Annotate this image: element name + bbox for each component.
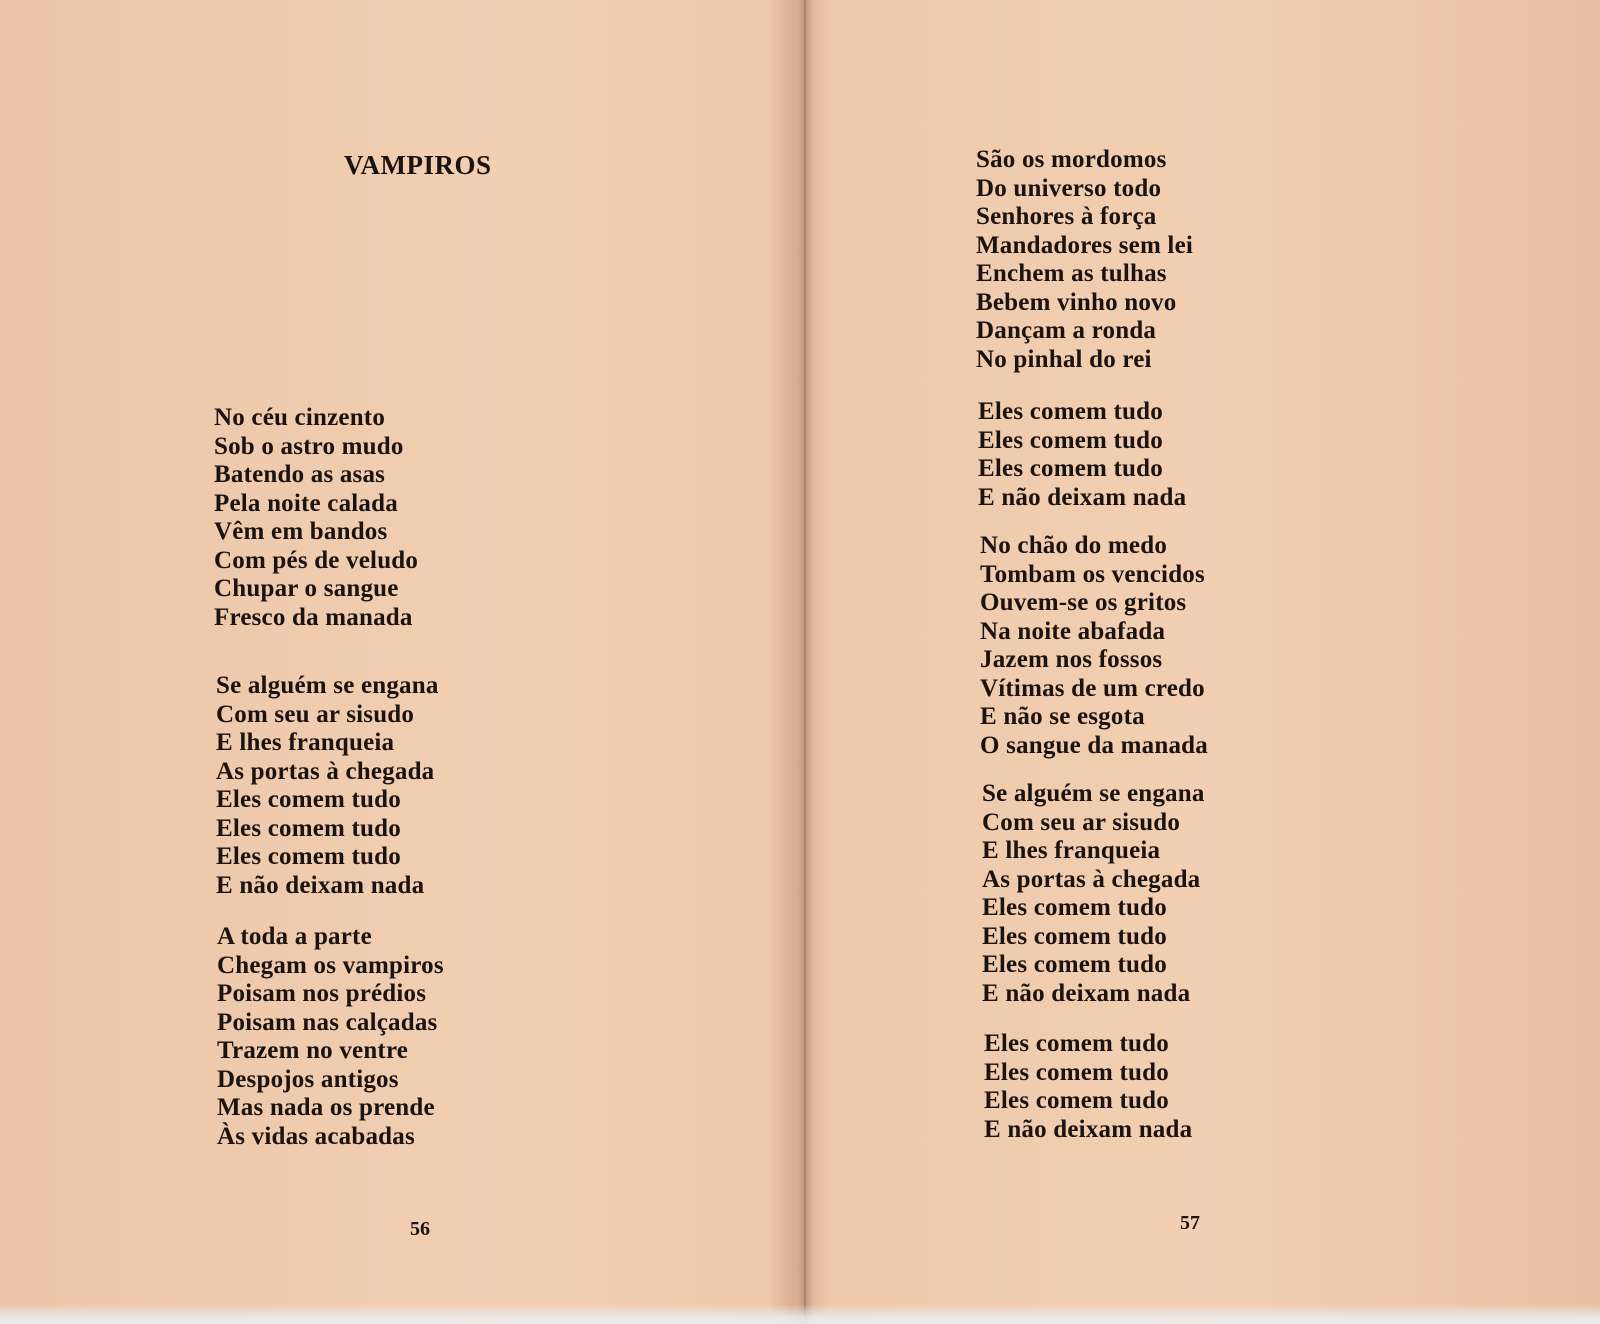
poem-line: Trazem no ventre [217, 1037, 409, 1064]
poem-line: Senhores à força [976, 203, 1157, 230]
poem-line: Do universo todo [976, 174, 1162, 202]
book-gutter [796, 0, 814, 1324]
poem-line: Ouvem-se os gritos [980, 589, 1187, 616]
poem-line: Tombam os vencidos [980, 560, 1205, 588]
poem-line: E não deixam nada [982, 979, 1191, 1007]
poem-line: Bebem vinho novo [976, 288, 1177, 316]
poem-line: Batendo as asas [214, 461, 386, 488]
poem-line: Às vidas acabadas [217, 1122, 415, 1150]
poem-line: Eles comem tudo [984, 1058, 1169, 1086]
poem-line: Se alguém se engana [982, 780, 1205, 807]
poem-line: Pela noite calada [214, 489, 398, 517]
poem-line: Vítimas de um credo [980, 674, 1205, 702]
poem-line: Poisam nos prédios [217, 980, 427, 1007]
left-stanza-2 [216, 672, 439, 900]
poem-line: No céu cinzento [214, 404, 386, 431]
poem-line: Poisam nas calçadas [217, 1008, 438, 1036]
right-stanza-5 [984, 1030, 1192, 1144]
poem-line: Na noite abafada [980, 617, 1166, 645]
poem-line: Eles comem tudo [982, 951, 1167, 978]
poem-line: Vêm em bandos [214, 518, 388, 545]
poem-line: Se alguém se engana [216, 672, 439, 699]
poem-line: Eles comem tudo [982, 922, 1167, 950]
poem-line: Chegam os vampiros [217, 951, 444, 979]
poem-line: Com pés de veludo [214, 546, 419, 574]
right-stanza-4 [982, 780, 1205, 1008]
left-stanza-3 [217, 923, 444, 1151]
right-stanza-2 [978, 398, 1186, 512]
poem-line: No pinhal do rei [976, 345, 1152, 373]
poem-line: Mas nada os prende [217, 1094, 435, 1121]
page-number-left: 56 [410, 1218, 430, 1240]
right-stanza-1 [976, 146, 1193, 374]
poem-line: Despojos antigos [217, 1065, 399, 1093]
poem-line: Eles comem tudo [984, 1030, 1169, 1057]
poem-title: VAMPIROS [344, 150, 492, 180]
poem-line: Enchem as tulhas [976, 260, 1167, 287]
poem-line: E não se esgota [980, 703, 1145, 730]
poem-line: As portas à chegada [216, 757, 435, 785]
poem-line: E não deixam nada [216, 871, 425, 899]
poem-line: Mandadores sem lei [976, 231, 1194, 259]
poem-line: Eles comem tudo [984, 1087, 1169, 1114]
poem-line: Eles comem tudo [216, 843, 401, 870]
page-bottom-edge [0, 1304, 1600, 1324]
poem-line: Eles comem tudo [216, 786, 401, 813]
poem-line: O sangue da manada [980, 731, 1208, 759]
poem-line: E lhes franqueia [216, 729, 395, 756]
poem-line: Eles comem tudo [978, 426, 1163, 454]
poem-line: E não deixam nada [978, 483, 1187, 511]
poem-line: Chupar o sangue [214, 575, 399, 602]
poem-line: Sob o astro mudo [214, 432, 404, 460]
poem-line: Com seu ar sisudo [982, 808, 1181, 836]
poem-line: Fresco da manada [214, 603, 413, 631]
right-stanza-3 [980, 532, 1208, 760]
poem-line: No chão do medo [980, 532, 1168, 559]
poem-line: Dançam a ronda [976, 317, 1157, 344]
poem-line: Eles comem tudo [978, 398, 1163, 425]
poem-line: A toda a parte [217, 923, 372, 950]
poem-line: Eles comem tudo [978, 455, 1163, 482]
poem-line: São os mordomos [976, 146, 1167, 173]
page-number-right: 57 [1180, 1212, 1200, 1234]
poem-line: E lhes franqueia [982, 837, 1161, 864]
poem-line: Jazem nos fossos [980, 646, 1163, 673]
poem-line: E não deixam nada [984, 1115, 1193, 1143]
poem-line: Eles comem tudo [216, 814, 401, 842]
poem-line: As portas à chegada [982, 865, 1201, 893]
poem-line: Eles comem tudo [982, 894, 1167, 921]
left-stanza-1 [214, 404, 418, 632]
poem-line: Com seu ar sisudo [216, 700, 415, 728]
